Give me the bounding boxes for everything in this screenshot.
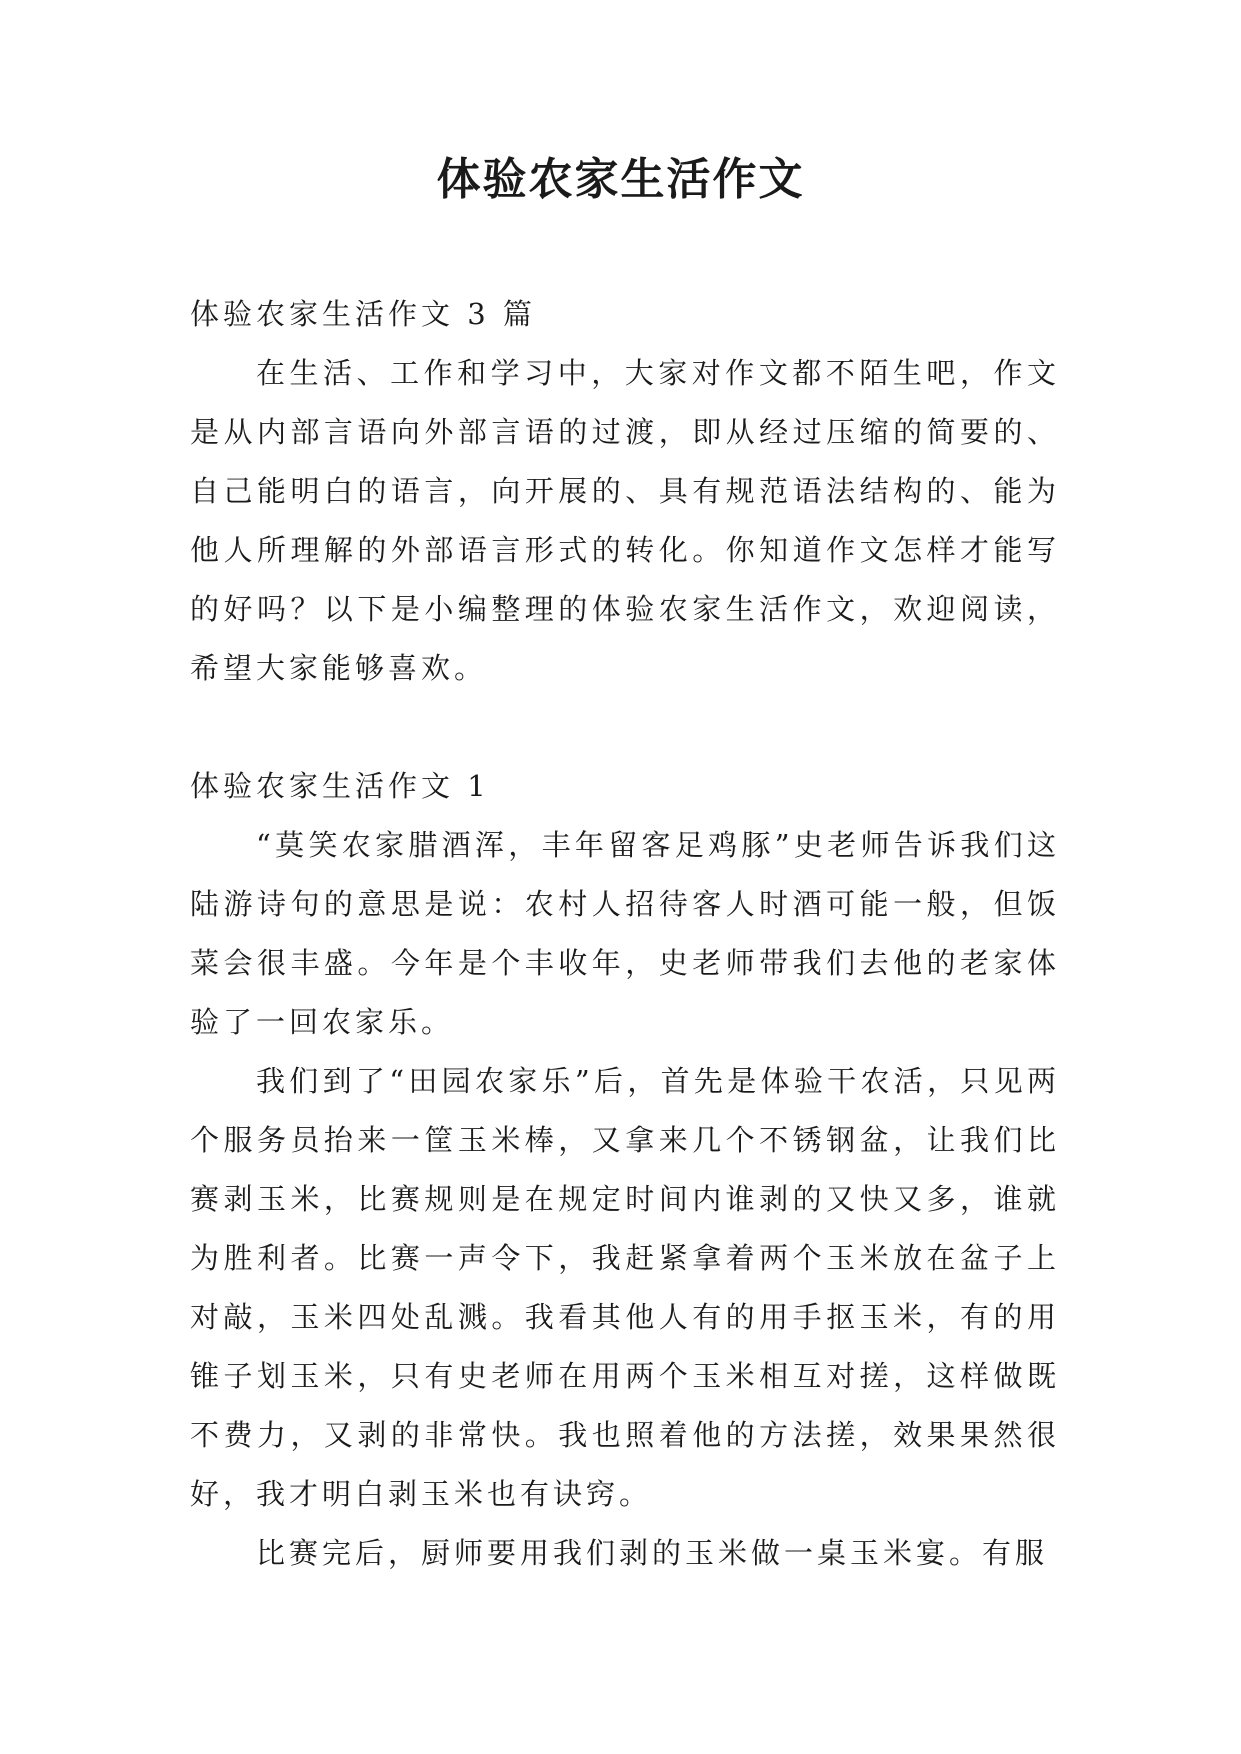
section-heading: 体验农家生活作文 1: [190, 769, 490, 803]
section-spacer: [190, 698, 1060, 757]
document-subtitle: 体验农家生活作文 3 篇: [190, 297, 536, 331]
body-paragraph: 我们到了“田园农家乐”后，首先是体验干农活，只见两个服务员抬来一筐玉米棒，又拿来几个不锈钢盆，让我们比赛剥玉米，比赛规则是在规定时间内谁剥的又快又多，谁就为胜利者。比赛一声令下，我赶紧拿着两个玉米放在盆子上对敲，玉米四处乱溅。我看其他人有的用手抠玉米，有的用锥子划玉米，只有史老师在用两个玉米相互对搓，这样做既不费力，又剥的非常快。我也照着他的方法搓，效果果然很好，我才明白剥玉米也有诀窍。: [190, 1064, 1060, 1511]
document-body: [190, 285, 1060, 1583]
body-paragraph: 比赛完后，厨师要用我们剥的玉米做一桌玉米宴。有服: [256, 1536, 1049, 1570]
body-paragraph: “莫笑农家腊酒浑，丰年留客足鸡豚”史老师告诉我们这陆游诗句的意思是说：农村人招待客人时酒可能一般，但饭菜会很丰盛。今年是个丰收年，史老师带我们去他的老家体验了一回农家乐。: [190, 828, 1060, 1039]
document-title: 体验农家生活作文: [436, 154, 805, 205]
intro-paragraph: 在生活、工作和学习中，大家对作文都不陌生吧，作文是从内部言语向外部言语的过渡，即从经过压缩的简要的、自己能明白的语言，向开展的、具有规范语法结构的、能为他人所理解的外部语言形式的转化。你知道作文怎样才能写的好吗？以下是小编整理的体验农家生活作文，欢迎阅读，希望大家能够喜欢。: [190, 356, 1060, 685]
